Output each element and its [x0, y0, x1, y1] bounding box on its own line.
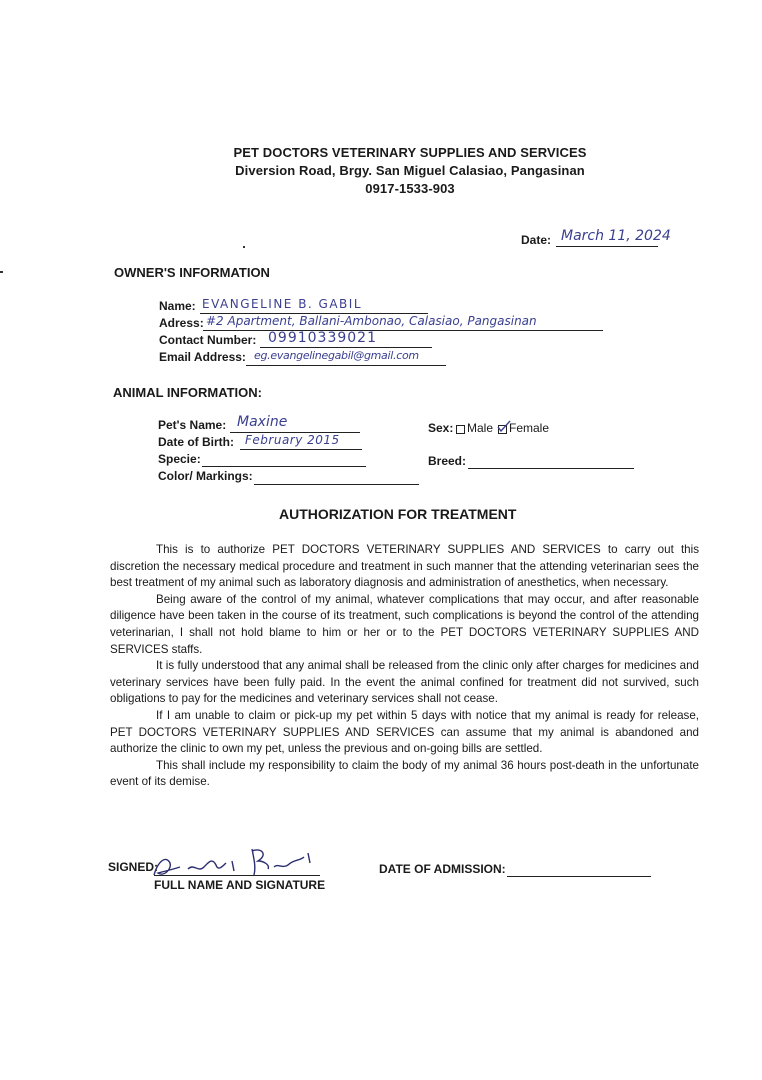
specie-label: Specie:: [158, 452, 201, 466]
dob-line: [240, 449, 362, 450]
signed-label: SIGNED:: [108, 860, 159, 874]
pet-name-value: Maxine: [237, 414, 288, 430]
authorization-body: [110, 542, 699, 791]
breed-label: Breed:: [428, 454, 467, 468]
owner-contact-label: Contact Number:: [159, 333, 257, 347]
date-label: Date:: [521, 233, 552, 247]
owner-address-label: Adress:: [159, 316, 204, 330]
authorization-paragraph: It is fully understood that any animal shall be released from the clinic only after charges for medicines and veterinary services have been fully paid. In the event the animal confined for treatment did not survived, such obligations to pay for the medicines and veterinary services shall not cease.: [110, 659, 699, 706]
admission-label: DATE OF ADMISSION:: [379, 862, 506, 876]
pet-name-label: Pet's Name:: [158, 418, 227, 432]
animal-section-title: ANIMAL INFORMATION:: [113, 385, 262, 400]
color-markings-label: Color/ Markings:: [158, 469, 253, 483]
authorization-paragraph: This shall include my responsibility to claim the body of my animal 36 hours post-death in the unfortunate event of its demise.: [110, 758, 699, 789]
date-value: March 11, 2024: [561, 228, 671, 244]
owner-email-line: [246, 365, 446, 366]
authorization-paragraph: This is to authorize PET DOCTORS VETERINARY SUPPLIES AND SERVICES to carry out this discretion the necessary medical procedure and treatment in such manner that the attending veterinarian sees the best treatment of my animal such as laboratory diagnosis and administration of anesthetics, when necessary.: [110, 543, 699, 590]
owner-name-label: Name:: [159, 299, 196, 313]
signature-caption: FULL NAME AND SIGNATURE: [154, 878, 326, 892]
dob-label: Date of Birth:: [158, 435, 234, 449]
clinic-address: Diversion Road, Brgy. San Miguel Calasiao, Pangasinan: [235, 163, 585, 178]
owner-section-title: OWNER'S INFORMATION: [114, 265, 270, 280]
owner-name-value: EVANGELINE B. GABIL: [202, 297, 363, 311]
clinic-name: PET DOCTORS VETERINARY SUPPLIES AND SERVICES: [233, 145, 587, 160]
admission-line: [507, 876, 651, 877]
sex-label: Sex:: [428, 421, 454, 435]
owner-address-value: #2 Apartment, Ballani-Ambonao, Calasiao, Pangasinan: [206, 314, 537, 328]
owner-email-value: eg.evangelinegabil@gmail.com: [254, 349, 419, 362]
owner-email-label: Email Address:: [159, 350, 246, 364]
owner-contact-line: [260, 347, 432, 348]
authorization-paragraph: If I am unable to claim or pick-up my pet within 5 days with notice that my animal is ready for release, PET DOCTORS VETERINARY SUPPLIES AND SERVICES can assume that my animal is abandoned and authorize the clinic to own my pet, unless the previous and on-going bills are settled.: [110, 708, 699, 756]
date-line: [556, 246, 658, 247]
clinic-phone: 0917-1533-903: [365, 181, 455, 196]
scan-mark: [243, 246, 245, 248]
breed-line: [468, 468, 634, 469]
sex-male-label: Male: [467, 421, 494, 435]
sex-male-checkbox[interactable]: [456, 425, 465, 434]
sex-female-label: Female: [509, 421, 550, 435]
dob-value: February 2015: [245, 433, 340, 447]
owner-contact-value: 09910339021: [268, 330, 377, 346]
authorization-paragraph: Being aware of the control of my animal, whatever complications that may occur, and after reasonable diligence have been taken in the course of its treatment, such complications is beyond the control of the attending veterinarian, I shall not hold blame to him or her or to the PET DOCTORS VETERINARY SUPPLIES AND SERVICES staffs.: [110, 592, 699, 656]
scan-mark: [0, 271, 3, 273]
color-markings-line: [254, 484, 419, 485]
owner-address-line: [203, 330, 603, 331]
authorization-title: AUTHORIZATION FOR TREATMENT: [279, 506, 517, 522]
specie-line: [202, 466, 366, 467]
